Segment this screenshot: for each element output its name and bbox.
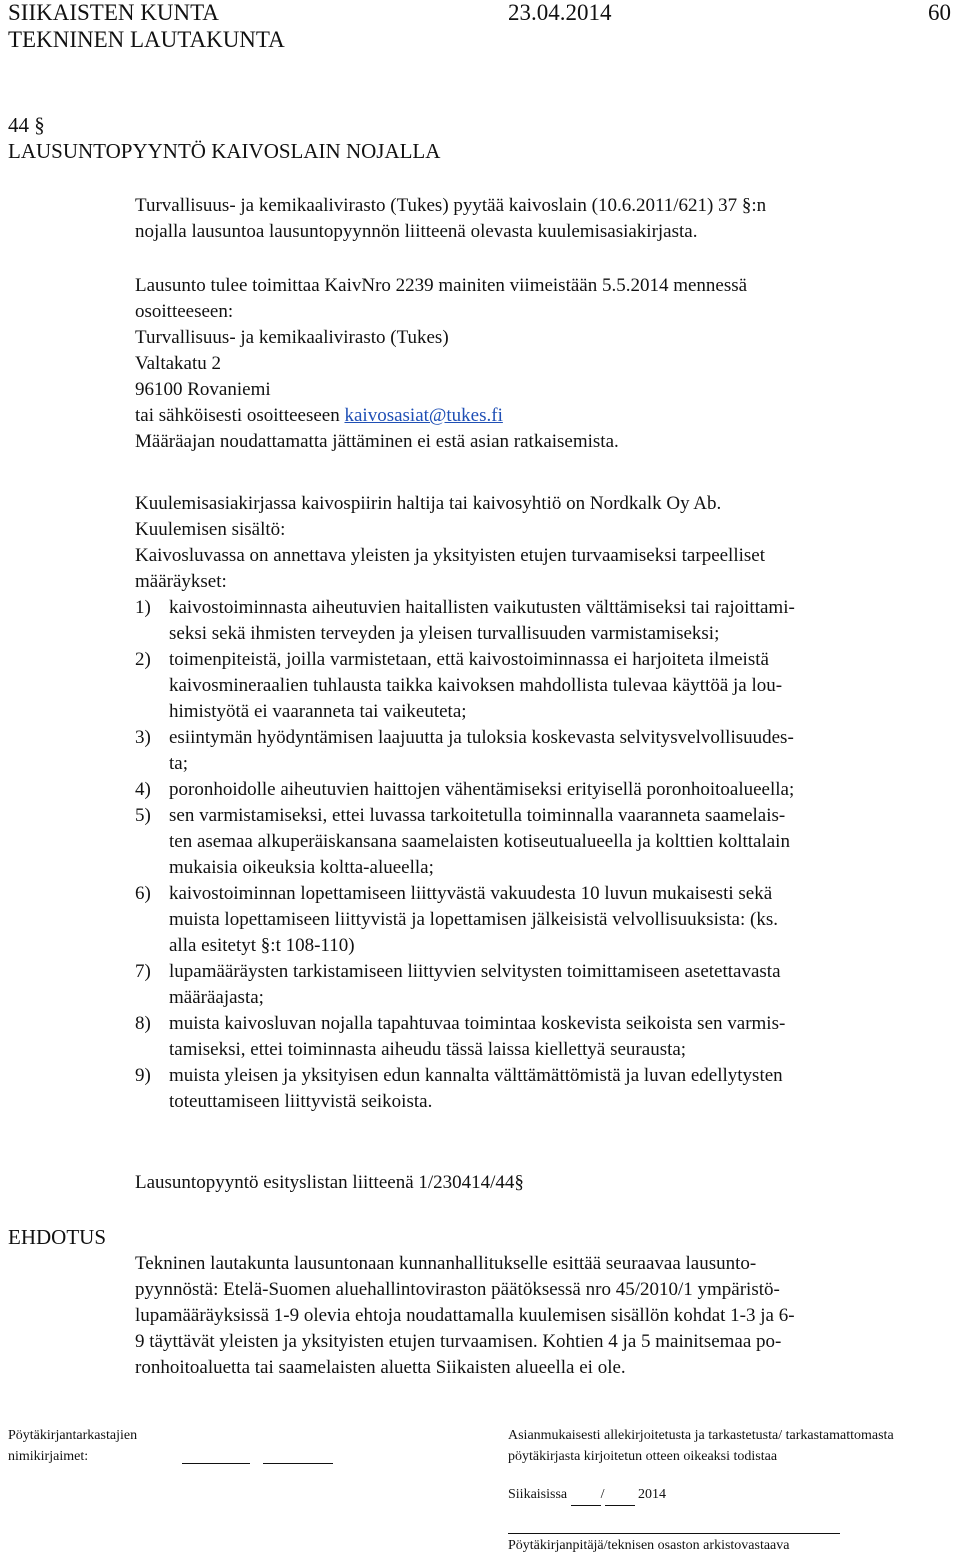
requirements-list — [135, 595, 955, 1115]
month-blank — [605, 1485, 635, 1506]
list-item — [135, 1063, 955, 1115]
list-item-line: seksi sekä ihmisten terveyden ja yleisen turvallisuuden varmistamiseksi; — [169, 623, 720, 644]
list-item-line: mukaisia oikeuksia koltta-alueella; — [169, 857, 434, 878]
address-line: Lausunto tulee toimittaa KaivNro 2239 mainiten viimeistään 5.5.2014 mennessä — [135, 275, 748, 296]
list-item-text — [169, 1011, 955, 1063]
org-name: SIIKAISTEN KUNTA — [8, 0, 219, 25]
attachment-note: Lausuntopyyntö esityslistan liitteenä 1/230414/44§ — [135, 1172, 524, 1193]
email-line — [135, 403, 955, 429]
footer-inspectors-label: Pöytäkirjantarkastajien — [8, 1428, 138, 1443]
signature-line — [508, 1533, 840, 1534]
proposal-line: pyynnöstä: Etelä-Suomen aluehallintoviraston päätöksessä nro 45/2010/1 ympäristö- — [135, 1279, 780, 1300]
footer-place-date — [508, 1485, 666, 1506]
list-item-line: kaivostoiminnasta aiheutuvien haitallisten vaikutusten välttämiseksi tai rajoittami- — [169, 597, 795, 618]
hearing-line: Kuulemisasiakirjassa kaivospiirin haltija tai kaivosyhtiö on Nordkalk Oy Ab. — [135, 493, 722, 514]
list-item-number: 8) — [135, 1013, 151, 1034]
list-item-line: ten asemaa alkuperäiskansana saamelaisten kotiseutualueella ja kolttien kolttalain — [169, 831, 790, 852]
list-item-text — [169, 1063, 955, 1115]
footer-place: Siikaisissa — [508, 1487, 568, 1502]
board-name: TEKNINEN LAUTAKUNTA — [8, 27, 285, 52]
email-prefix: tai sähköisesti osoitteeseen — [135, 405, 345, 426]
list-item-line: muista kaivosluvan nojalla tapahtuvaa toimintaa koskevista seikoista sen varmis- — [169, 1013, 786, 1034]
footer-certification-2: pöytäkirjasta kirjoitetun otteen oikeaksi todistaa — [508, 1449, 778, 1464]
intro-line: Turvallisuus- ja kemikaalivirasto (Tukes) pyytää kaivoslain (10.6.2011/621) 37 §:n — [135, 195, 767, 216]
proposal-paragraph — [135, 1251, 955, 1381]
footer-year: 2014 — [638, 1487, 667, 1502]
list-item-text — [169, 725, 955, 777]
address-line: osoitteeseen: — [135, 301, 234, 322]
hearing-line: Kuulemisen sisältö: — [135, 519, 286, 540]
list-item-number: 4) — [135, 779, 151, 800]
list-item-line: alla esitetyt §:t 108-110) — [169, 935, 355, 956]
proposal-line: ronhoitoaluetta tai saamelaisten aluetta Siikaisten alueella ei ole. — [135, 1357, 626, 1378]
list-item — [135, 647, 955, 725]
footer-signer: Pöytäkirjanpitäjä/teknisen osaston arkistovastaava — [508, 1538, 790, 1553]
intro-line: nojalla lausuntoa lausuntopyynnön liitteenä olevasta kuulemisasiakirjasta. — [135, 221, 698, 242]
proposal-line: Tekninen lautakunta lausuntonaan kunnanhallitukselle esittää seuraavaa lausunto- — [135, 1253, 757, 1274]
list-item-line: muista yleisen ja yksityisen edun kannalta välttämättömistä ja luvan edellytysten — [169, 1065, 783, 1086]
list-item-number: 1) — [135, 597, 151, 618]
list-item-line: kaivostoiminnan lopettamiseen liittyvästä vakuudesta 10 luvun mukaisesti sekä — [169, 883, 773, 904]
list-item-text — [169, 595, 955, 647]
list-item-text — [169, 803, 955, 881]
list-item-number: 6) — [135, 883, 151, 904]
list-item-number: 3) — [135, 727, 151, 748]
list-item-line: sen varmistamiseksi, ettei luvassa tarkoitetulla toiminnalla vaaranneta saamelais- — [169, 805, 786, 826]
hearing-line: Kaivosluvassa on annettava yleisten ja yksityisten etujen turvaamiseksi tarpeelliset — [135, 545, 765, 566]
list-item-number: 2) — [135, 649, 151, 670]
hearing-line: määräykset: — [135, 571, 227, 592]
list-item — [135, 881, 955, 959]
meeting-date: 23.04.2014 — [508, 0, 612, 25]
section-number: 44 § — [8, 113, 45, 137]
intro-paragraph — [135, 193, 955, 245]
address-line: Turvallisuus- ja kemikaalivirasto (Tukes) — [135, 327, 449, 348]
proposal-label: EHDOTUS — [8, 1225, 106, 1249]
day-blank — [571, 1485, 601, 1506]
list-item-line: lupamääräysten tarkistamiseen liittyvien selvitysten toimittamiseen asetettavasta — [169, 961, 781, 982]
list-item-text — [169, 647, 955, 725]
hearing-paragraph — [135, 491, 955, 1115]
proposal-line: 9 täyttävät yleisten ja yksityisten etujen turvaamisen. Kohtien 4 ja 5 mainitsemaa po- — [135, 1331, 782, 1352]
address-paragraph — [135, 273, 955, 455]
list-item-line: himistyötä ei vaaranneta tai vaikeuteta; — [169, 701, 467, 722]
list-item — [135, 959, 955, 1011]
list-item-line: kaivosmineraalien tuhlausta taikka kaivoksen mahdollista tulevaa käyttöä ja lou- — [169, 675, 783, 696]
list-item — [135, 725, 955, 777]
list-item-number: 9) — [135, 1065, 151, 1086]
list-item — [135, 595, 955, 647]
proposal-line: lupamääräyksissä 1-9 olevia ehtoja noudattamalla kuulemisen sisällön kohdat 1-3 ja 6- — [135, 1305, 795, 1326]
list-item-line: poronhoidolle aiheutuvien haittojen vähentämiseksi erityisellä poronhoitoalueella; — [169, 779, 795, 800]
address-line: 96100 Rovaniemi — [135, 379, 271, 400]
list-item-line: muista lopettamiseen liittyvistä ja lopettamisen jälkeisistä velvollisuuksista: (ks. — [169, 909, 778, 930]
footer-certification: Asianmukaisesti allekirjoitetusta ja tarkastetusta/ tarkastamattomasta — [508, 1428, 894, 1443]
initials-line-1 — [182, 1463, 250, 1464]
list-item — [135, 803, 955, 881]
list-item-line: määräajasta; — [169, 987, 264, 1008]
address-line: Valtakatu 2 — [135, 353, 222, 374]
list-item-number: 5) — [135, 805, 151, 826]
list-item-line: toimenpiteistä, joilla varmistetaan, että kaivostoiminnassa ei harjoiteta ilmeistä — [169, 649, 769, 670]
list-item-number: 7) — [135, 961, 151, 982]
list-item-line: esiintymän hyödyntämisen laajuutta ja tuloksia koskevasta selvitysvelvollisuudes- — [169, 727, 794, 748]
email-link[interactable]: kaivosasiat@tukes.fi — [344, 405, 503, 426]
list-item-line: toteuttamiseen liittyvistä seikoista. — [169, 1091, 433, 1112]
list-item-line: ta; — [169, 753, 188, 774]
deadline-note: Määräajan noudattamatta jättäminen ei estä asian ratkaisemista. — [135, 431, 619, 452]
footer-slash: / — [600, 1487, 605, 1502]
list-item-line: tamiseksi, ettei toiminnasta aiheudu tässä laissa kiellettyä seurausta; — [169, 1039, 687, 1060]
footer-initials-label: nimikirjaimet: — [8, 1449, 89, 1464]
initials-line-2 — [263, 1463, 333, 1464]
list-item-text — [169, 959, 955, 1011]
page-number: 60 — [928, 0, 951, 25]
list-item-text — [169, 881, 955, 959]
list-item-text — [169, 777, 955, 803]
list-item — [135, 1011, 955, 1063]
section-title: LAUSUNTOPYYNTÖ KAIVOSLAIN NOJALLA — [8, 139, 441, 163]
list-item — [135, 777, 955, 803]
